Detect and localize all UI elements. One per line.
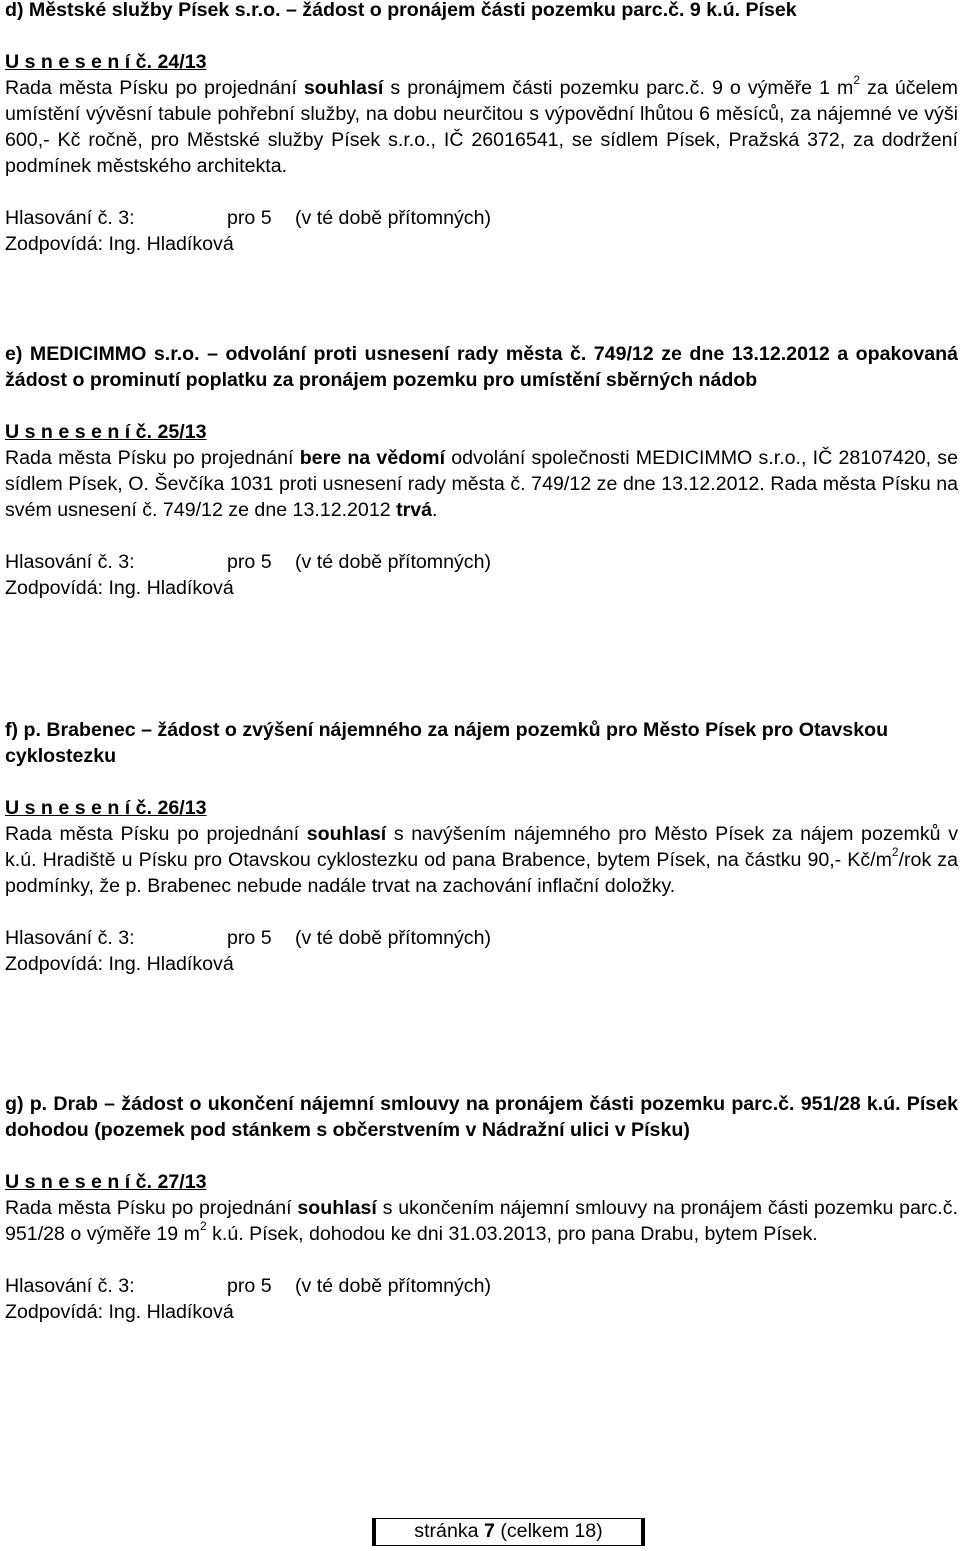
resolution-body: Rada města Písku po projednání souhlasí s navýšením nájemného pro Město Písek za nájem pozemků v k.ú. Hradiště u Písku pro Otavskou cyklostezku od pana Brabence, bytem Písek, na částku 90,- $Kč/m^2$/rok za podmínky, že p. Brabenec nebude nadále trvat na zachování inflační doložky. — [5, 823, 958, 897]
section-f — [5, 717, 958, 977]
resolution-title: U s n e s e n í č. 25/13 — [5, 421, 207, 443]
section-heading: d) Městské služby Písek s.r.o. – žádost o pronájem části pozemku parc.č. 9 k.ú. Písek — [5, 0, 797, 21]
section-heading: f) p. Brabenec – žádost o zvýšení nájemného za nájem pozemků pro Město Písek pro Otavskou cyklostezku — [5, 719, 889, 767]
vote-line: Hlasování č. 3: pro 5 (v té době přítomných) — [5, 551, 492, 573]
responsible-line: Zodpovídá: Ing. Hladíková — [5, 233, 234, 255]
resolution-title: U s n e s e n í č. 24/13 — [5, 51, 207, 73]
resolution-body: Rada města Písku po projednání souhlasí s ukončením nájemní smlouvy na pronájem části pozemku parc.č. 951/28 o výměře 19 $m^2$ k.ú. Písek, dohodou ke dni 31.03.2013, pro pana Drabu, bytem Písek. — [5, 1197, 958, 1245]
resolution-body: Rada města Písku po projednání bere na vědomí odvolání společnosti MEDICIMMO s.r.o., IČ 28107420, se sídlem Písek, O. Ševčíka 1031 proti usnesení rady města č. 749/12 ze dne 13.12.2012. Rada města Písku na svém usnesení č. 749/12 ze dne 13.12.2012 trvá. — [5, 447, 958, 521]
section-g — [5, 1091, 958, 1325]
vote-line: Hlasování č. 3: pro 5 (v té době přítomných) — [5, 207, 492, 229]
section-heading: g) p. Drab – žádost o ukončení nájemní smlouvy na pronájem části pozemku parc.č. 951/28 k.ú. Písek dohodou (pozemek pod stánkem s občerstvením v Nádražní ulici v Písku) — [5, 1093, 958, 1141]
section-heading: e) MEDICIMMO s.r.o. – odvolání proti usnesení rady města č. 749/12 ze dne 13.12.2012 a opakovaná žádost o prominutí poplatku za pronájem pozemku pro umístění sběrných nádob — [5, 343, 958, 391]
resolution-title: U s n e s e n í č. 27/13 — [5, 1171, 207, 1193]
section-e — [5, 341, 958, 601]
section-d — [5, 0, 958, 257]
vote-line: Hlasování č. 3: pro 5 (v té době přítomných) — [5, 1275, 492, 1297]
responsible-line: Zodpovídá: Ing. Hladíková — [5, 1301, 234, 1323]
responsible-line: Zodpovídá: Ing. Hladíková — [5, 577, 234, 599]
resolution-body: Rada města Písku po projednání souhlasí s pronájmem části pozemku parc.č. 9 o výměře 1 $m^2$ za účelem umístění vývěsní tabule pohřební služby, na dobu neurčitou s výpovědní lhůtou 6 měsíců, za nájemné ve výši 600,- Kč ročně, pro Městské služby Písek s.r.o., IČ 26016541, se sídlem Písek, Pražská 372, za dodržení podmínek městského architekta. — [5, 73, 958, 177]
responsible-line: Zodpovídá: Ing. Hladíková — [5, 953, 234, 975]
resolution-title: U s n e s e n í č. 26/13 — [5, 797, 207, 819]
page-number-box: stránka 7 (celkem 18) — [372, 1518, 645, 1546]
vote-line: Hlasování č. 3: pro 5 (v té době přítomných) — [5, 927, 492, 949]
